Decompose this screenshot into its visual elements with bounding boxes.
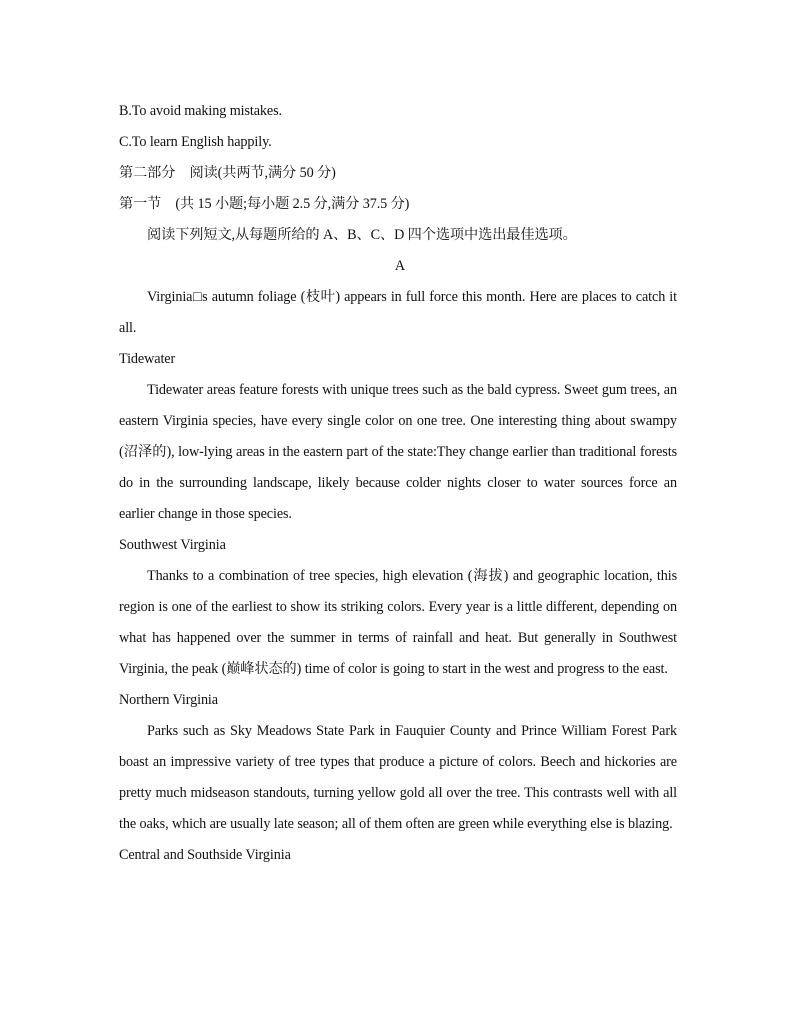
instruction-text: 阅读下列短文,从每题所给的 A、B、C、D 四个选项中选出最佳选项。 bbox=[147, 227, 577, 243]
section-heading-southwest: Southwest Virginia bbox=[119, 537, 226, 553]
passage-label: A bbox=[394, 258, 406, 274]
section-heading-central: Central and Southside Virginia bbox=[119, 847, 291, 863]
option-c: C.To learn English happily. bbox=[119, 134, 272, 150]
passage-intro: Virginia□s autumn foliage (枝叶) appears in full force this month. Here are places to catch it all. bbox=[119, 289, 677, 336]
section-heading-tidewater: Tidewater bbox=[119, 351, 176, 367]
section-text-northern: Parks such as Sky Meadows State Park in Fauquier County and Prince William Forest Park boast an impressive variety of tree types that produce a picture of colors. Beech and hickories are pretty much midseason standouts, turning yellow gold all over the tree. This contrasts well with all the oaks, which are usually late season; all of them often are green while everything else is blazing. bbox=[119, 723, 677, 832]
part-title: 第二部分 阅读(共两节,满分 50 分) bbox=[119, 165, 336, 181]
section-heading-northern: Northern Virginia bbox=[119, 692, 218, 708]
subsection-title: 第一节 (共 15 小题;每小题 2.5 分,满分 37.5 分) bbox=[119, 196, 410, 212]
option-b: B.To avoid making mistakes. bbox=[119, 103, 282, 119]
section-text-southwest: Thanks to a combination of tree species, high elevation (海拔) and geographic location, this region is one of the earliest to show its striking colors. Every year is a little different, depending on what has happened over the summer in terms of rainfall and heat. But generally in Southwest Virginia, the peak (巅峰状态的) time of color is going to start in the west and progress to the east. bbox=[119, 568, 677, 677]
section-text-tidewater: Tidewater areas feature forests with unique trees such as the bald cypress. Sweet gum trees, an eastern Virginia species, have every single color on one tree. One interesting thing about swampy (沼泽的), low-lying areas in the eastern part of the state:They change earlier than traditional forests do in the surrounding landscape, likely because colder nights closer to water sources force an earlier change in those species. bbox=[119, 382, 677, 522]
